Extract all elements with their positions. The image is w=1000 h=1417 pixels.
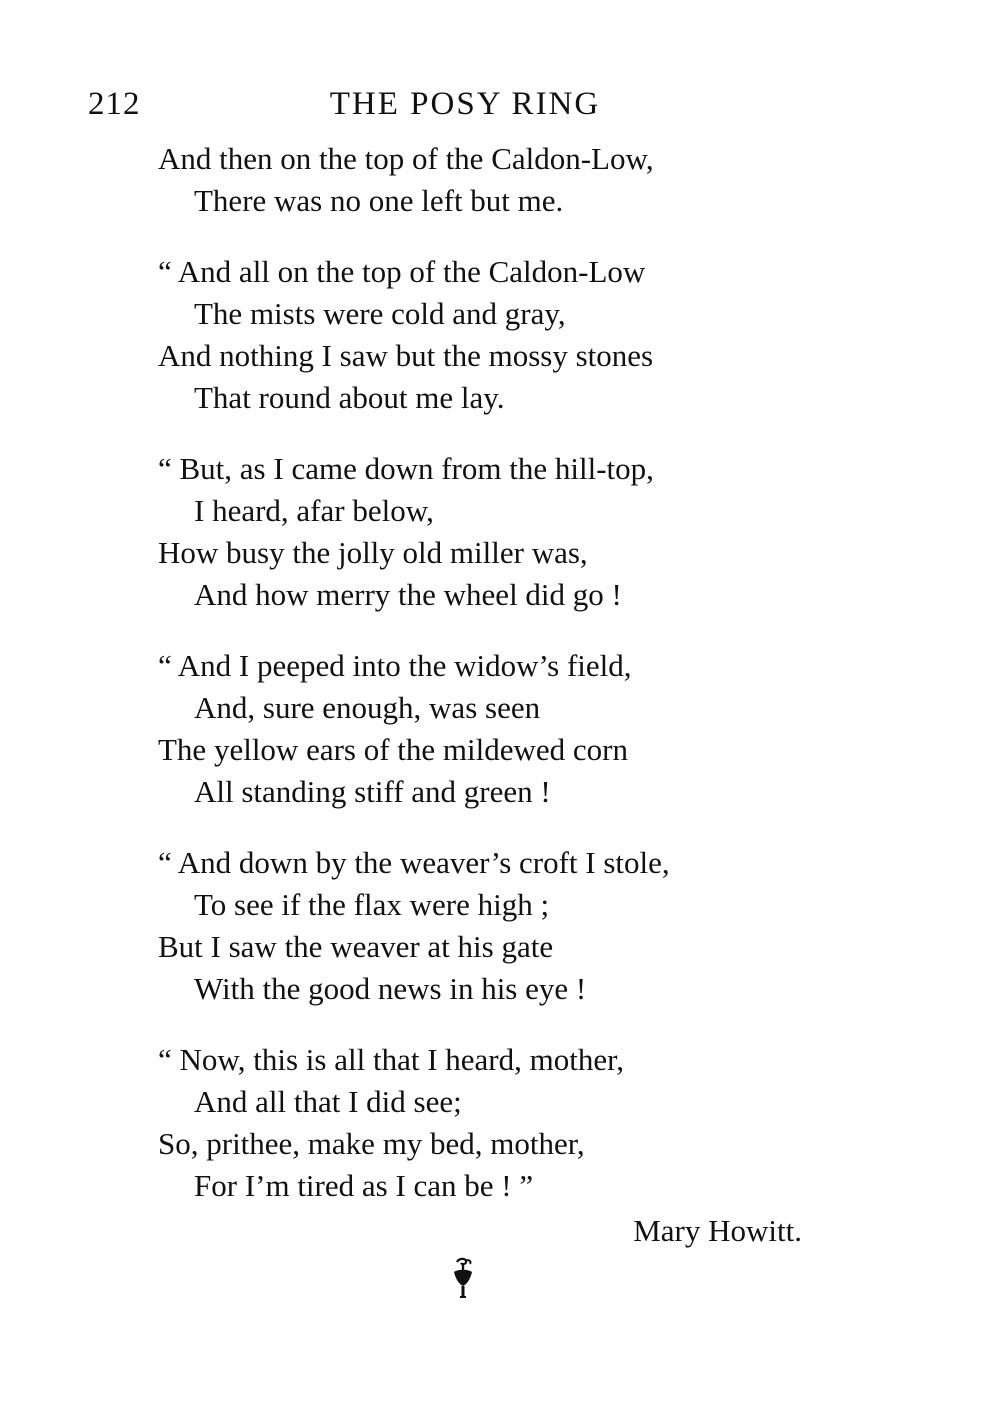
author-signature: Mary Howitt.	[633, 1213, 802, 1248]
stanza-2	[158, 251, 858, 419]
poem-line: “ Now, this is all that I heard, mother,	[158, 1042, 624, 1077]
poem-line: There was no one left but me.	[194, 183, 564, 218]
poem-line: All standing stiff and green !	[194, 774, 551, 809]
poem-line: For I’m tired as I can be ! ”	[194, 1168, 534, 1203]
poem-line: And how merry the wheel did go !	[194, 577, 622, 612]
poem-line: But I saw the weaver at his gate	[158, 929, 554, 964]
poem	[158, 138, 858, 1236]
poem-line: “ And all on the top of the Caldon-Low	[158, 254, 646, 289]
stanza-4	[158, 645, 858, 813]
poem-line: How busy the jolly old miller was,	[158, 535, 588, 570]
poem-line: And then on the top of the Caldon-Low,	[158, 141, 654, 176]
stanza-6	[158, 1039, 858, 1207]
poem-line: “ But, as I came down from the hill-top,	[158, 451, 654, 486]
stanza-3	[158, 448, 858, 616]
stanza-5	[158, 842, 858, 1010]
poem-line: And, sure enough, was seen	[194, 690, 541, 725]
poem-line: The mists were cold and gray,	[194, 296, 566, 331]
poem-line: “ And I peeped into the widow’s field,	[158, 648, 632, 683]
poem-line: “ And down by the weaver’s croft I stole,	[158, 845, 670, 880]
poem-line: I heard, afar below,	[194, 493, 434, 528]
poem-line: So, prithee, make my bed, mother,	[158, 1126, 585, 1161]
fleuron-icon	[448, 1256, 478, 1300]
stanza-1	[158, 138, 858, 222]
poem-line: With the good news in his eye !	[194, 971, 587, 1006]
running-head-title: THE POSY RING	[329, 86, 601, 122]
page-number: 212	[88, 86, 141, 122]
poem-line: That round about me lay.	[194, 380, 505, 415]
poem-line: And nothing I saw but the mossy stones	[158, 338, 654, 373]
poem-line: The yellow ears of the mildewed corn	[158, 732, 628, 767]
poem-line: And all that I did see;	[194, 1084, 462, 1119]
poem-line: To see if the flax were high ;	[194, 887, 550, 922]
